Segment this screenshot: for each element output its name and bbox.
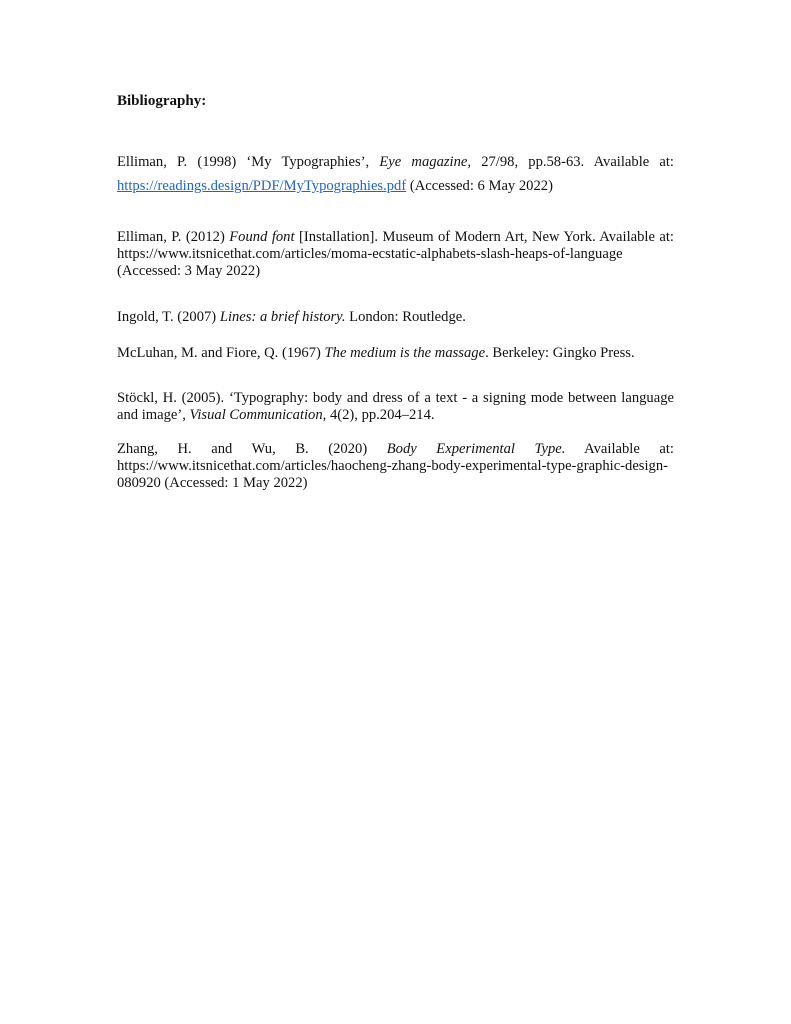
entry-text: (Accessed: 6 May 2022)	[406, 178, 553, 194]
entry-title: Body Experimental Type.	[386, 441, 566, 457]
bibliography-heading: Bibliography:	[117, 93, 207, 109]
pdf-link[interactable]: https://readings.design/PDF/MyTypographies.pdf	[117, 178, 407, 194]
entry-text: 27/98, pp.58-63. Available at:	[471, 154, 674, 170]
entry-title: Visual Communication	[189, 407, 323, 423]
entry-text: Ingold, T. (2007)	[117, 309, 220, 325]
entry-text: [Installation]. Museum of Modern Art, New York. Available at: https://www.itsnicethat.com/articles/moma-ecstatic-alphabets-slash-heaps-of-language (Accessed: 3 May 2022)	[117, 229, 674, 279]
bibliography-entry	[117, 150, 674, 198]
entry-title: Lines: a brief history.	[219, 309, 346, 325]
entry-title: The medium is the massage	[324, 345, 486, 361]
bibliography-entry	[117, 229, 674, 280]
entry-text: London: Routledge.	[345, 309, 466, 325]
bibliography-entry	[117, 390, 674, 424]
entry-text: Stöckl, H. (2005). ‘Typography: body and dress of a text - a signing mode between language and image’,	[117, 390, 674, 423]
bibliography-entry	[117, 345, 674, 362]
entry-text: Elliman, P. (1998) ‘My Typographies’,	[117, 154, 380, 170]
bibliography-entry	[117, 441, 674, 492]
entry-title: Eye magazine,	[379, 154, 472, 170]
bibliography-entry	[117, 309, 674, 326]
entry-title: Found font	[229, 229, 295, 245]
entry-text: McLuhan, M. and Fiore, Q. (1967)	[117, 345, 325, 361]
entry-text: Available at: https://www.itsnicethat.com/articles/haocheng-zhang-body-experimental-type-graphic-design-080920 (Accessed: 1 May 2022)	[117, 441, 674, 491]
entry-text: Zhang, H. and Wu, B. (2020)	[117, 441, 387, 457]
entry-text: , 4(2), pp.204–214.	[322, 407, 435, 423]
entry-text: . Berkeley: Gingko Press.	[485, 345, 635, 361]
entry-text: Elliman, P. (2012)	[117, 229, 230, 245]
